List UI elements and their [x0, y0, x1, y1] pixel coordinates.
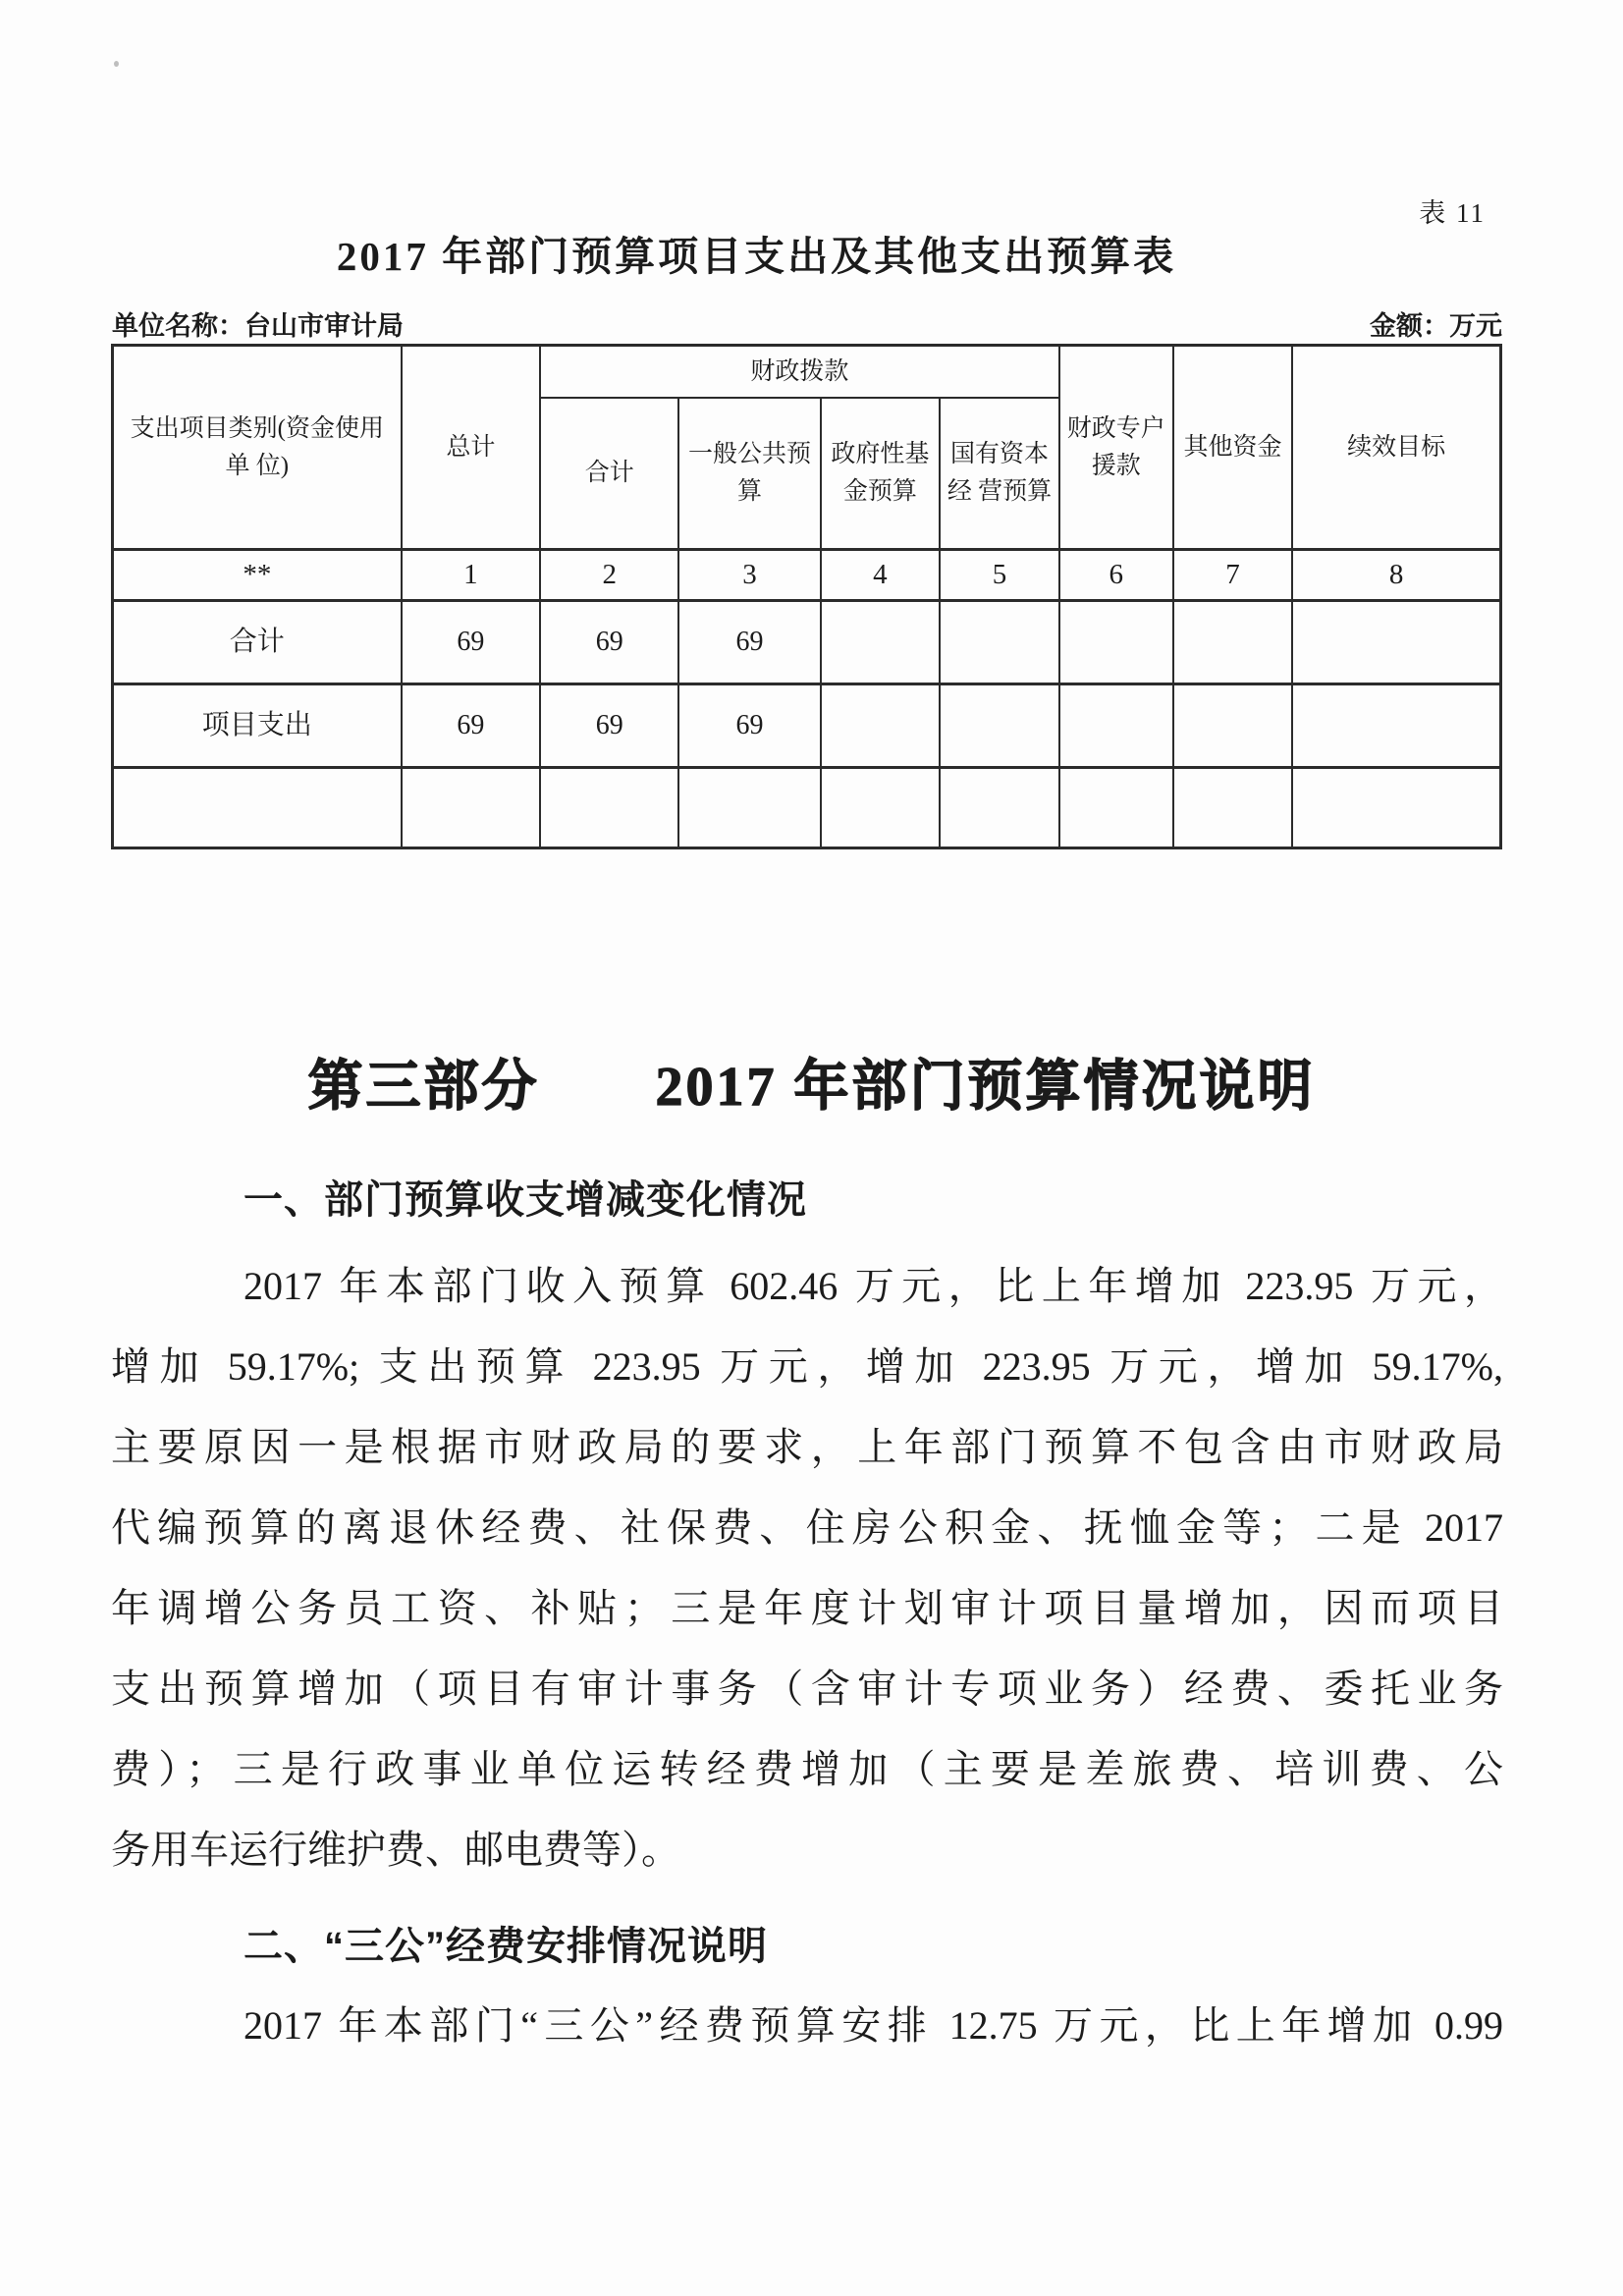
value-cell: 69 — [678, 601, 820, 684]
amount-unit-label: 金额：万元 — [1370, 311, 1502, 341]
code-cell: 3 — [678, 550, 820, 601]
value-cell: 69 — [540, 684, 678, 768]
code-cell: 1 — [402, 550, 540, 601]
row-category: 合计 — [113, 601, 402, 684]
body-line: 主要原因一是根据市财政局的要求，上年部门预算不包含由市财政局 — [111, 1425, 1503, 1469]
header-fiscal-appropriation: 财政拨款 — [540, 346, 1059, 398]
unit-name-label: 单位名称：台山市审计局 — [112, 311, 404, 341]
value-cell — [1173, 768, 1293, 848]
section1-paragraph — [111, 1246, 1503, 1890]
code-cell: 4 — [821, 550, 941, 601]
body-line: 增加 59.17%; 支出预算 223.95 万元，增加 223.95 万元，增加 59.17%, — [111, 1344, 1503, 1389]
header-category-line1: 支出项目类别(资金使用 — [130, 415, 384, 442]
value-cell — [540, 768, 678, 848]
value-cell — [1059, 601, 1173, 684]
header-state-capital-budget: 国有资本经 营预算 — [940, 398, 1059, 550]
value-cell — [402, 768, 540, 848]
budget-table — [111, 344, 1502, 849]
section2-heading: 二、“三公”经费安排情况说明 — [243, 1925, 768, 1968]
scan-speck — [114, 61, 119, 67]
value-cell — [1292, 768, 1500, 848]
header-performance-target: 续效目标 — [1292, 346, 1500, 550]
header-category — [113, 346, 402, 550]
header-category-line2: 单 位) — [225, 452, 290, 479]
value-cell — [940, 684, 1059, 768]
body-line: 年调增公务员工资、补贴；三是年度计划审计项目量增加，因而项目 — [111, 1586, 1503, 1630]
body-line: 务用车运行维护费、邮电费等）。 — [111, 1828, 680, 1872]
value-cell — [1173, 684, 1293, 768]
code-cell: 8 — [1292, 550, 1500, 601]
part3-heading: 第三部分 2017 年部门预算情况说明 — [307, 1057, 1316, 1118]
code-cell: ** — [113, 550, 402, 601]
value-cell — [1059, 768, 1173, 848]
value-cell — [821, 768, 941, 848]
header-total: 总计 — [402, 346, 540, 550]
body-line: 费）；三是行政事业单位运转经费增加（主要是差旅费、培训费、公 — [111, 1747, 1503, 1791]
header-special-account: 财政专户援款 — [1059, 346, 1173, 550]
table-meta-row — [112, 304, 1502, 343]
section2-paragraph — [111, 1986, 1503, 2066]
code-cell: 7 — [1173, 550, 1293, 601]
row-category: 项目支出 — [113, 684, 402, 768]
value-cell — [821, 684, 941, 768]
table-row — [113, 601, 1501, 684]
body-line: 2017 年本部门“三公”经费预算安排 12.75 万元，比上年增加 0.99 — [243, 2003, 1503, 2048]
body-line: 支出预算增加（项目有审计事务（含审计专项业务）经费、委托业务 — [111, 1667, 1503, 1711]
header-gov-fund-budget: 政府性基金预算 — [821, 398, 941, 550]
value-cell — [1292, 684, 1500, 768]
header-sub-total: 合计 — [540, 398, 678, 550]
table-row — [113, 768, 1501, 848]
value-cell: 69 — [402, 601, 540, 684]
value-cell — [940, 601, 1059, 684]
value-cell — [821, 601, 941, 684]
value-cell — [1173, 601, 1293, 684]
value-cell: 69 — [540, 601, 678, 684]
table-row — [113, 684, 1501, 768]
value-cell — [1059, 684, 1173, 768]
code-cell: 5 — [940, 550, 1059, 601]
value-cell: 69 — [678, 684, 820, 768]
table-number-tag: 表 11 — [1419, 198, 1486, 228]
value-cell — [940, 768, 1059, 848]
value-cell: 69 — [402, 684, 540, 768]
body-line: 2017 年本部门收入预算 602.46 万元，比上年增加 223.95 万元， — [243, 1264, 1503, 1308]
code-cell: 2 — [540, 550, 678, 601]
document-title: 2017 年部门预算项目支出及其他支出预算表 — [336, 234, 1177, 279]
code-row — [113, 550, 1501, 601]
code-cell: 6 — [1059, 550, 1173, 601]
header-general-public-budget: 一般公共预算 — [678, 398, 820, 550]
row-category — [113, 768, 402, 848]
header-other-funds: 其他资金 — [1173, 346, 1293, 550]
section1-heading: 一、部门预算收支增减变化情况 — [243, 1178, 807, 1222]
value-cell — [678, 768, 820, 848]
value-cell — [1292, 601, 1500, 684]
body-line: 代编预算的离退休经费、社保费、住房公积金、抚恤金等；二是 2017 — [111, 1505, 1503, 1550]
